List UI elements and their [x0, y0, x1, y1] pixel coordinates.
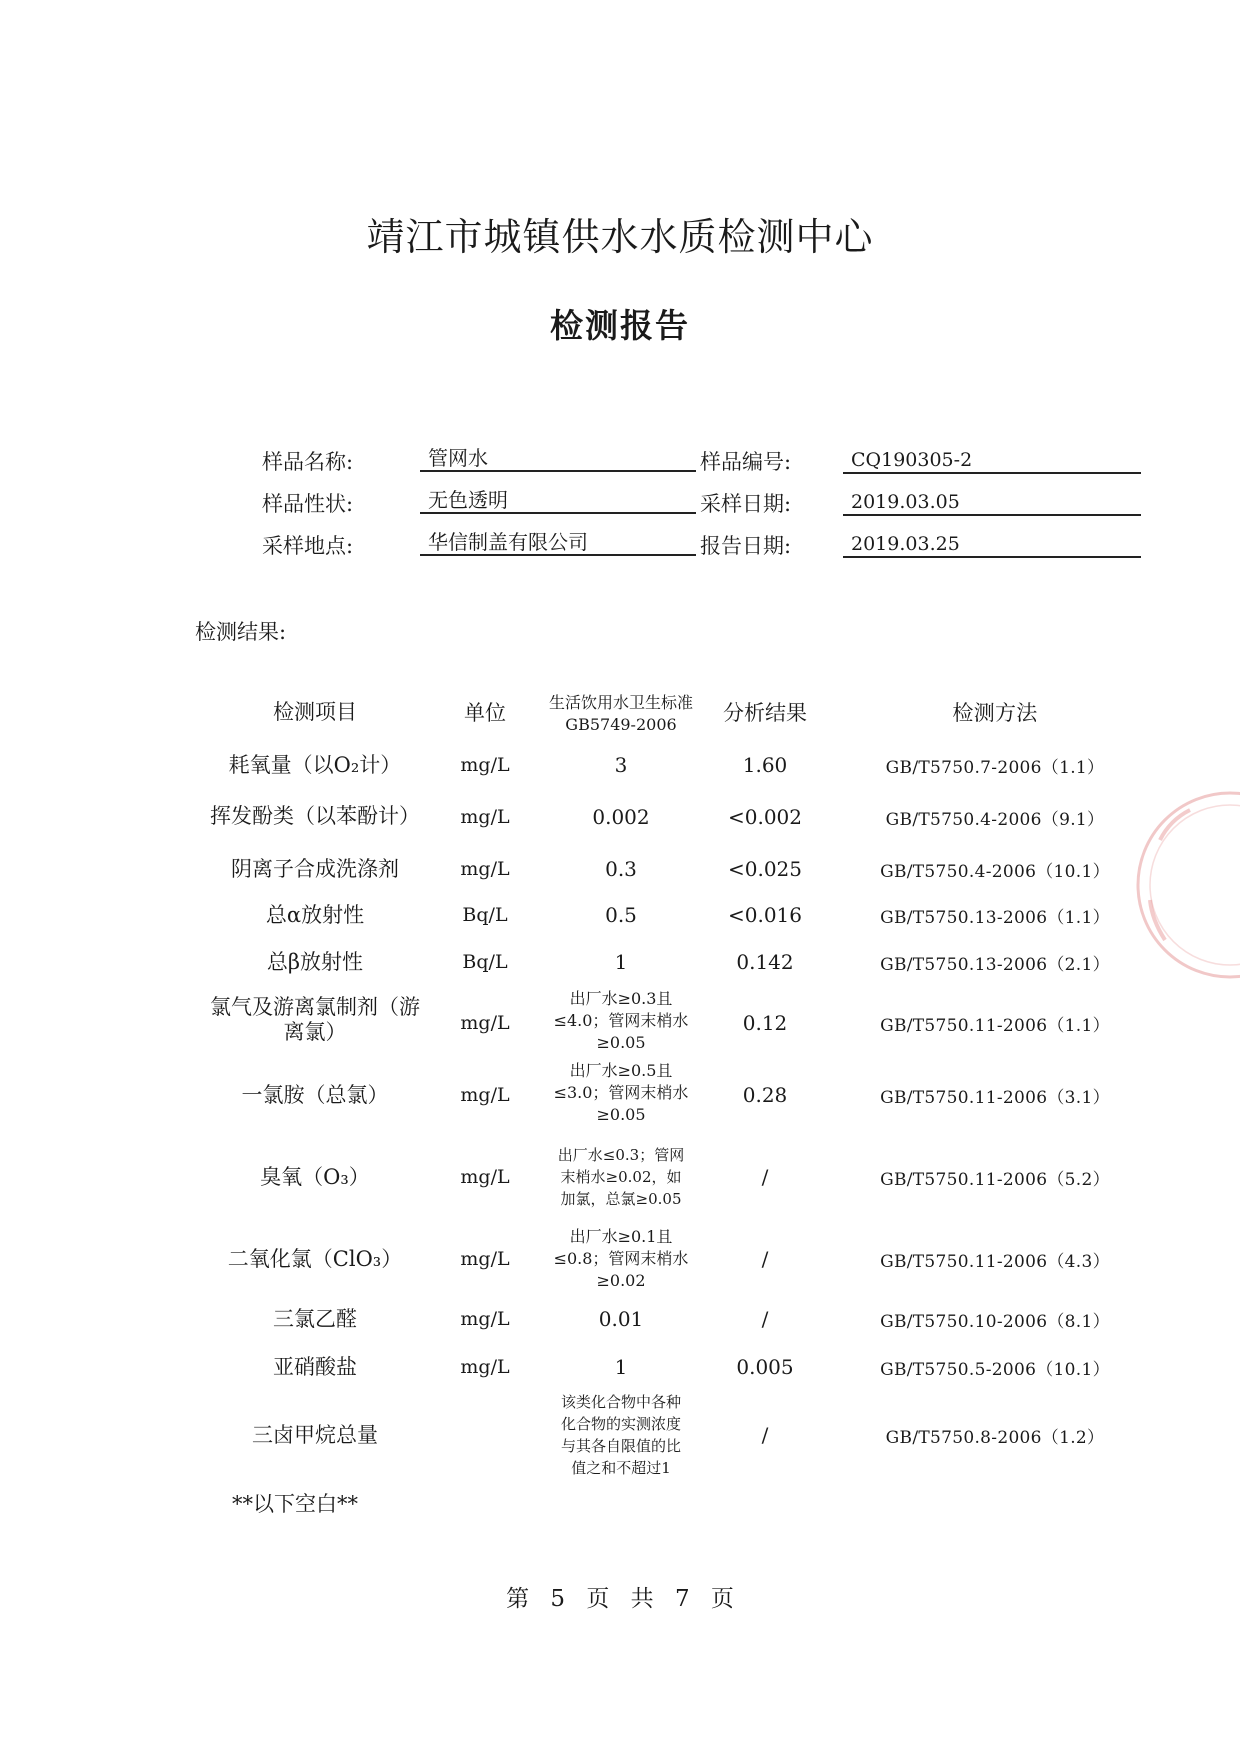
- row-standard: 出厂水≥0.5且≤3.0；管网末梢水≥0.05: [553, 1061, 689, 1124]
- row-result: <0.025: [727, 857, 802, 881]
- blank-note: **以下空白**: [232, 1492, 358, 1516]
- row-item: 臭氧（O₃）: [260, 1164, 370, 1189]
- row-method: GB/T5750.11-2006（3.1）: [880, 1087, 1110, 1108]
- report-title: 检测报告: [550, 306, 690, 345]
- footer-di: 第: [506, 1586, 530, 1612]
- report-date-value: 2019.03.25: [843, 530, 1141, 558]
- org-title: 靖江市城镇供水水质检测中心: [366, 215, 874, 259]
- row-method: GB/T5750.7-2006（1.1）: [885, 757, 1105, 778]
- location-value: 华信制盖有限公司: [420, 528, 696, 556]
- sampling-date-label: 采样日期:: [700, 492, 792, 516]
- row-result: 0.005: [736, 1355, 794, 1379]
- location-label: 采样地点:: [262, 534, 354, 558]
- footer-page-number: 5: [550, 1586, 566, 1612]
- row-standard: 出厂水≥0.1且≤0.8；管网末梢水≥0.02: [553, 1227, 689, 1290]
- red-seal-stamp: [1120, 780, 1240, 990]
- row-unit: mg/L: [460, 806, 510, 828]
- sample-state-value: 无色透明: [420, 486, 696, 514]
- row-standard: 出厂水≤0.3；管网末梢水≥0.02，如加氯，总氯≥0.05: [557, 1146, 685, 1208]
- report-date-label: 报告日期:: [700, 534, 792, 558]
- row-unit: mg/L: [460, 1012, 510, 1034]
- row-unit: mg/L: [460, 1356, 510, 1378]
- row-standard: 0.002: [592, 805, 650, 829]
- footer-gong: 共: [630, 1586, 654, 1612]
- row-unit: mg/L: [460, 754, 510, 776]
- row-method: GB/T5750.8-2006（1.2）: [885, 1427, 1105, 1448]
- row-unit: mg/L: [460, 858, 510, 880]
- footer-ye: 页: [586, 1586, 610, 1612]
- row-item: 三氯乙醛: [273, 1306, 357, 1331]
- row-result: /: [761, 1423, 769, 1447]
- row-method: GB/T5750.13-2006（2.1）: [880, 954, 1110, 975]
- row-method: GB/T5750.4-2006（10.1）: [880, 861, 1110, 882]
- header-result: 分析结果: [723, 701, 807, 725]
- row-method: GB/T5750.4-2006（9.1）: [885, 809, 1105, 830]
- row-result: 0.142: [736, 950, 794, 974]
- row-result: 0.28: [742, 1083, 788, 1107]
- row-standard: 0.01: [598, 1307, 644, 1331]
- footer-total-pages: 7: [674, 1586, 690, 1612]
- row-unit: mg/L: [460, 1248, 510, 1270]
- sampling-date-value: 2019.03.05: [843, 488, 1141, 516]
- row-unit: mg/L: [460, 1308, 510, 1330]
- row-item: 总α放射性: [265, 902, 365, 927]
- row-item: 阴离子合成洗涤剂: [231, 856, 399, 881]
- row-item: 亚硝酸盐: [273, 1354, 357, 1379]
- row-item: 三卤甲烷总量: [252, 1422, 378, 1447]
- row-standard: 该类化合物中各种化合物的实测浓度与其各自限值的比值之和不超过1: [560, 1393, 681, 1477]
- results-heading: 检测结果:: [195, 620, 287, 644]
- header-item: 检测项目: [273, 699, 357, 724]
- row-result: 0.12: [742, 1011, 788, 1035]
- row-standard: 1: [614, 950, 628, 974]
- row-result: <0.002: [727, 805, 802, 829]
- row-item: 挥发酚类（以苯酚计）: [210, 803, 420, 828]
- row-method: GB/T5750.11-2006（5.2）: [880, 1169, 1110, 1190]
- row-standard: 1: [614, 1355, 628, 1379]
- row-standard: 出厂水≥0.3且≤4.0；管网末梢水≥0.05: [553, 989, 689, 1052]
- row-unit: Bq/L: [462, 904, 508, 926]
- row-method: GB/T5750.10-2006（8.1）: [880, 1311, 1110, 1332]
- sample-name-value: 管网水: [420, 444, 696, 472]
- header-method: 检测方法: [952, 701, 1038, 725]
- row-item: 总β放射性: [266, 949, 364, 974]
- sample-no-label: 样品编号:: [700, 450, 792, 474]
- header-unit: 单位: [464, 701, 506, 725]
- header-standard: 生活饮用水卫生标准GB5749-2006: [548, 693, 693, 734]
- row-unit: Bq/L: [462, 951, 508, 973]
- row-item: 氯气及游离氯制剂（游离氯）: [210, 995, 420, 1044]
- row-unit: [435, 1418, 535, 1452]
- row-unit: mg/L: [460, 1084, 510, 1106]
- row-item: 一氯胺（总氯）: [241, 1082, 389, 1107]
- footer-ye: 页: [710, 1586, 734, 1612]
- row-method: GB/T5750.11-2006（4.3）: [880, 1251, 1110, 1272]
- row-result: /: [761, 1247, 769, 1271]
- row-method: GB/T5750.5-2006（10.1）: [880, 1359, 1110, 1380]
- sample-state-label: 样品性状:: [262, 492, 354, 516]
- row-result: /: [761, 1165, 769, 1189]
- row-item: 耗氧量（以O₂计）: [228, 752, 402, 777]
- row-unit: mg/L: [460, 1166, 510, 1188]
- row-method: GB/T5750.13-2006（1.1）: [880, 907, 1110, 928]
- page-footer: [0, 1580, 1240, 1613]
- row-standard: 0.3: [605, 857, 637, 881]
- row-standard: 0.5: [605, 903, 637, 927]
- row-result: <0.016: [727, 903, 802, 927]
- sample-name-label: 样品名称:: [262, 450, 354, 474]
- row-method: GB/T5750.11-2006（1.1）: [880, 1015, 1110, 1036]
- row-item: 二氧化氯（ClO₃）: [227, 1246, 403, 1271]
- row-result: /: [761, 1307, 769, 1331]
- row-standard: 3: [614, 753, 628, 777]
- row-result: 1.60: [742, 753, 788, 777]
- sample-no-value: CQ190305-2: [843, 446, 1141, 474]
